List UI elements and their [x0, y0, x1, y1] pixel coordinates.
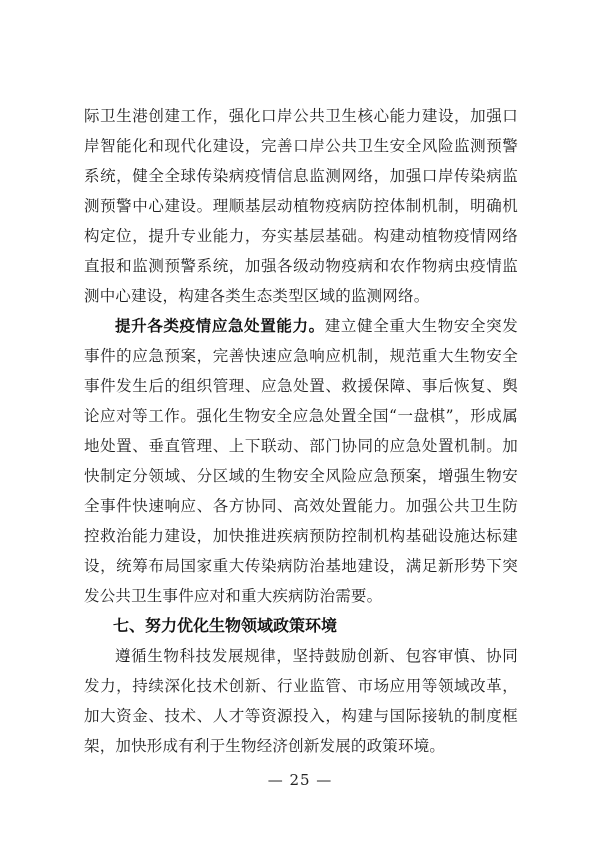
paragraph-emergency-response [84, 311, 518, 611]
page-content [84, 101, 518, 761]
section-heading: 七、努力优化生物领域政策环境 [113, 616, 338, 635]
paragraph-policy: 遵循生物科技发展规律，坚持鼓励创新、包容审慎、协同发力，持续深化技术创新、行业监管、市场应用等领域改革，加大资金、技术、人才等资源投入，构建与国际接轨的制度框架，加快形成有利于生物经济创新发展的政策环境。 [84, 647, 518, 755]
paragraph-emergency-lead: 提升各类疫情应急处置能力。 [115, 316, 325, 335]
paragraph-continuation: 际卫生港创建工作，强化口岸公共卫生核心能力建设，加强口岸智能化和现代化建设，完善口岸公共卫生安全风险监测预警系统，健全全球传染病疫情信息监测网络，加强口岸传染病监测预警中心建设。理顺基层动植物疫病防控体制机制，明确机构定位，提升专业能力，夯实基层基础。构建动植物疫情网络直报和监测预警系统，加强各级动物疫病和农作物病虫疫情监测中心建设，构建各类生态类型区域的监测网络。 [84, 107, 518, 305]
paragraph-emergency-body: 建立健全重大生物安全突发事件的应急预案，完善快速应急响应机制，规范重大生物安全事件发生后的组织管理、应急处置、救援保障、事后恢复、舆论应对等工作。强化生物安全应急处置全国“一盘棋”，形成属地处置、垂直管理、上下联动、部门协同的应急处置机制。加快制定分领域、分区域的生物安全风险应急预案，增强生物安全事件快速响应、各方协同、高效处置能力。加强公共卫生防控救治能力建设，加快推进疾病预防控制机构基础设施达标建设，统筹布局国家重大传染病防治基地建设，满足新形势下突发公共卫生事件应对和重大疾病防治需要。 [84, 317, 518, 605]
page-number: — 25 — [267, 771, 333, 789]
